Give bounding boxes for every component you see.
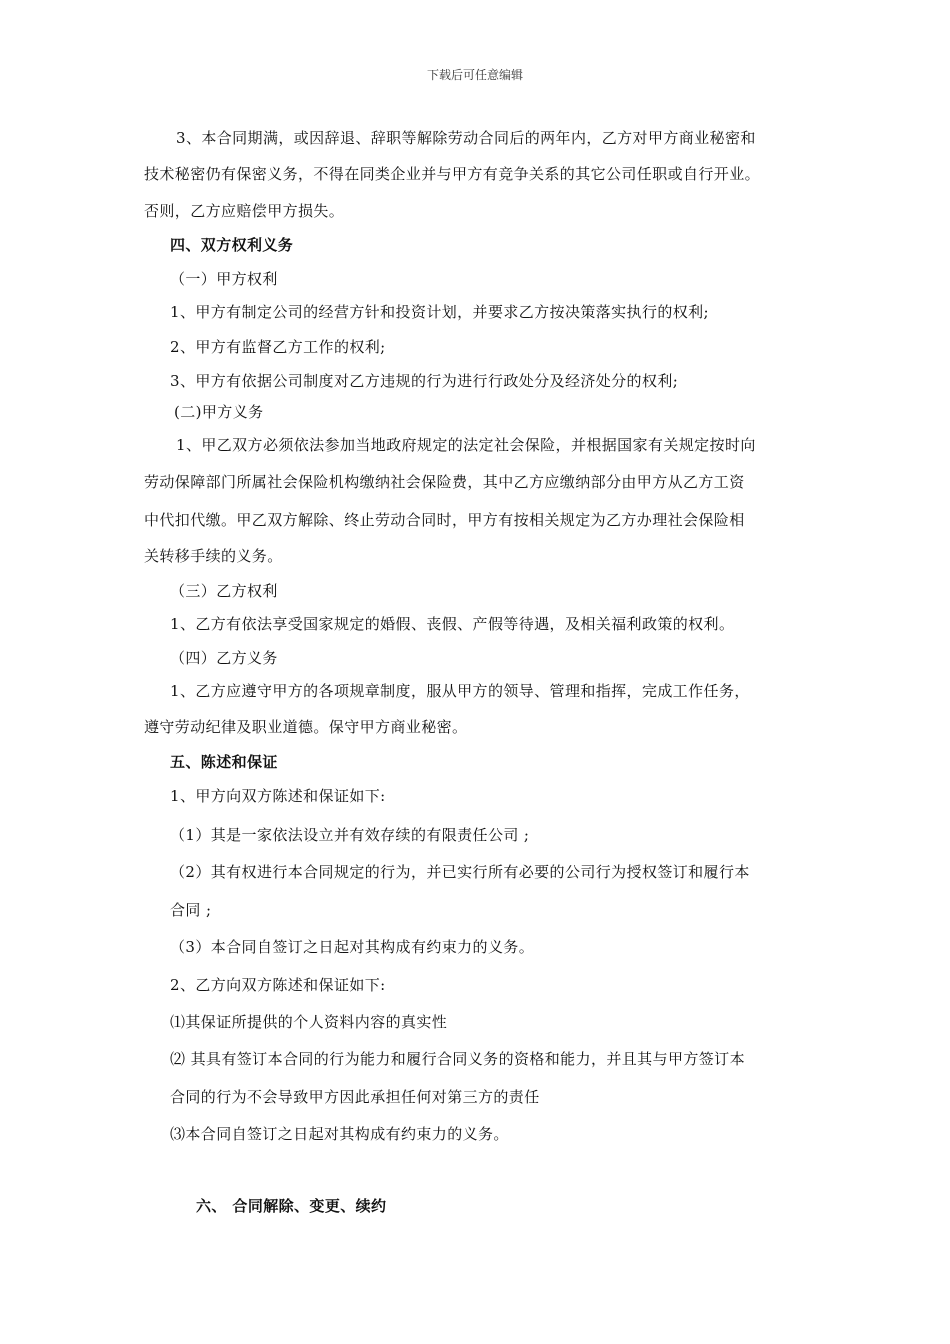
- paragraph-line: 3、甲方有依据公司制度对乙方违规的行为进行行政处分及经济处分的权利;: [170, 372, 679, 390]
- paragraph-line: 否则，乙方应赔偿甲方损失。: [144, 202, 345, 220]
- paragraph-line: 合同 ;: [170, 901, 212, 919]
- paragraph-line: ⑵ 其具有签订本合同的行为能力和履行合同义务的资格和能力，并且其与甲方签订本: [170, 1050, 745, 1068]
- paragraph-line: ⑶本合同自签订之日起对其构成有约束力的义务。: [170, 1125, 509, 1143]
- paragraph-line: 关转移手续的义务。: [144, 547, 283, 565]
- paragraph-line: 3、本合同期满，或因辞退、辞职等解除劳动合同后的两年内，乙方对甲方商业秘密和: [176, 129, 756, 147]
- paragraph-line: 2、乙方向双方陈述和保证如下:: [170, 976, 386, 994]
- paragraph-line: 1、乙方有依法享受国家规定的婚假、丧假、产假等待遇，及相关福利政策的权利。: [170, 615, 735, 633]
- paragraph-line: （2）其有权进行本合同规定的行为，并已实行所有必要的公司行为授权签订和履行本: [170, 863, 750, 881]
- paragraph-line: 1、甲方有制定公司的经营方针和投资计划，并要求乙方按决策落实执行的权利;: [170, 303, 710, 321]
- section-heading: 四、双方权利义务: [170, 236, 294, 254]
- subsection-heading: （一）甲方权利: [170, 270, 278, 288]
- page-header: 下载后可任意编辑: [426, 68, 523, 82]
- paragraph-line: 1、乙方应遵守甲方的各项规章制度，服从甲方的领导、管理和指挥，完成工作任务，: [170, 682, 750, 700]
- subsection-heading: （三）乙方权利: [170, 582, 278, 600]
- subsection-heading: (二)甲方义务: [174, 403, 264, 421]
- paragraph-line: 1、甲乙双方必须依法参加当地政府规定的法定社会保险，并根据国家有关规定按时向: [176, 436, 756, 454]
- subsection-heading: （四）乙方义务: [170, 649, 278, 667]
- section-heading: 五、陈述和保证: [170, 753, 278, 771]
- section-heading: 六、 合同解除、变更、续约: [196, 1197, 387, 1215]
- paragraph-line: 2、甲方有监督乙方工作的权利;: [170, 338, 386, 356]
- paragraph-line: 中代扣代缴。甲乙双方解除、终止劳动合同时，甲方有按相关规定为乙方办理社会保险相: [144, 511, 745, 529]
- paragraph-line: ⑴其保证所提供的个人资料内容的真实性: [170, 1013, 448, 1031]
- paragraph-line: （3）本合同自签订之日起对其构成有约束力的义务。: [170, 938, 535, 956]
- paragraph-line: 劳动保障部门所属社会保险机构缴纳社会保险费，其中乙方应缴纳部分由甲方从乙方工资: [144, 473, 745, 491]
- paragraph-line: 合同的行为不会导致甲方因此承担任何对第三方的责任: [170, 1088, 540, 1106]
- paragraph-line: 技术秘密仍有保密义务，不得在同类企业并与甲方有竞争关系的其它公司任职或自行开业。: [144, 165, 761, 183]
- paragraph-line: （1）其是一家依法设立并有效存续的有限责任公司 ;: [170, 826, 530, 844]
- paragraph-line: 1、甲方向双方陈述和保证如下:: [170, 787, 386, 805]
- paragraph-line: 遵守劳动纪律及职业道德。保守甲方商业秘密。: [144, 718, 468, 736]
